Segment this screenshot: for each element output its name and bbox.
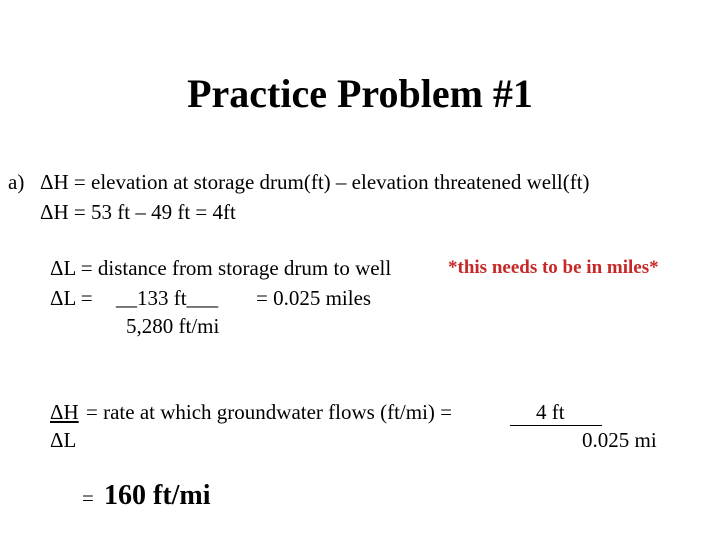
rate-lhs-denominator: ΔL — [50, 428, 77, 452]
delta-l-denominator: 5,280 ft/mi — [126, 314, 220, 338]
rate-denominator: 0.025 mi — [582, 428, 657, 452]
delta-h-calculation: ΔH = 53 ft – 49 ft = 4ft — [40, 200, 236, 224]
answer-value: 160 ft/mi — [104, 480, 211, 511]
delta-l-definition: ΔL = distance from storage drum to well — [50, 256, 392, 280]
delta-h-definition: ΔH = elevation at storage drum(ft) – elevation threatened well(ft) — [40, 170, 590, 194]
miles-note: *this needs to be in miles* — [448, 257, 659, 278]
rate-numerator: 4 ft — [510, 400, 602, 426]
page-title: Practice Problem #1 — [187, 71, 533, 116]
delta-l-lhs: ΔL = — [50, 286, 93, 310]
rate-lhs-numerator — [50, 400, 79, 425]
delta-l-numerator: __133 ft___ — [116, 286, 219, 310]
answer-equals: = — [82, 486, 94, 510]
rate-lhs-numerator-text: ΔH — [50, 400, 79, 424]
delta-l-result: = 0.025 miles — [256, 286, 372, 310]
rate-definition: = rate at which groundwater flows (ft/mi) = — [86, 400, 452, 424]
part-a-marker: a) — [8, 170, 25, 194]
